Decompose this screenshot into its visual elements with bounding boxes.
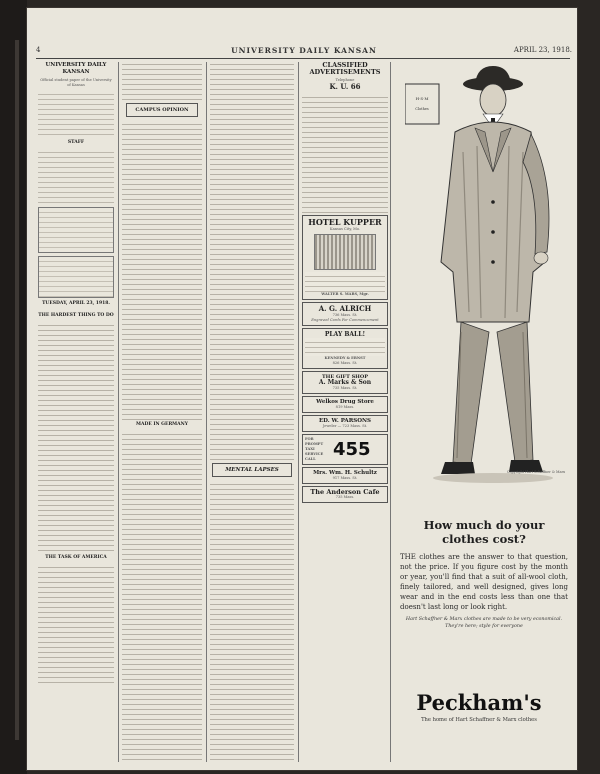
clothing-ad-illustration <box>405 62 567 510</box>
parsons-name: ED. W. PARSONS <box>318 418 372 424</box>
binding-gutter <box>0 0 27 774</box>
man-in-coat-drawing <box>405 62 567 510</box>
column-1 <box>38 60 114 760</box>
welkos-name: Welkos Drug Store <box>316 399 374 405</box>
campus-opinion-box <box>126 103 198 117</box>
ad-headline: How much do your clothes cost? <box>423 518 545 546</box>
schultz-ad <box>302 467 388 484</box>
page-number: 4 <box>36 46 41 54</box>
page-header <box>36 46 572 58</box>
anderson-ad <box>302 486 388 503</box>
article-text <box>122 60 202 100</box>
schultz-addr: 917 Mass. St. <box>332 476 358 480</box>
info-box <box>38 207 114 253</box>
gift-shop-title: THE GIFT SHOP <box>321 374 369 380</box>
column-rule <box>390 62 391 762</box>
editorial-2-title: THE TASK OF AMERICA <box>45 555 107 560</box>
staff-listing <box>38 90 114 138</box>
mental-lapses-title: MENTAL LAPSES <box>225 467 279 473</box>
play-ball-title: PLAY BALL! <box>324 331 366 338</box>
alrich-ad <box>302 302 388 326</box>
peckhams-signature <box>390 690 568 752</box>
welkos-addr: 819 Mass. <box>335 405 355 409</box>
creed-box <box>38 256 114 298</box>
hotel-building-image <box>314 234 376 270</box>
parsons-ad <box>302 415 388 432</box>
taxi-number: 455 <box>333 438 371 460</box>
hotel-copy <box>305 272 385 292</box>
alrich-name: A. G. ALRICH <box>318 304 372 313</box>
kennedy-addr: 826 Mass. St. <box>332 361 358 365</box>
play-ball-copy <box>305 338 385 356</box>
issue-date: APRIL 23, 1918. <box>513 46 572 54</box>
campus-opinion-title: CAMPUS OPINION <box>135 107 189 113</box>
phone-label: Telephone <box>335 78 355 82</box>
made-in-germany-body <box>122 430 202 760</box>
gift-shop-ad <box>302 371 388 394</box>
column-2 <box>122 60 202 760</box>
made-in-germany-title: MADE IN GERMANY <box>136 422 188 427</box>
article-text-3 <box>210 380 294 460</box>
editorial-1-body <box>38 321 114 553</box>
alrich-addr: 736 Mass. St. <box>332 313 358 317</box>
ad-tagline-2: They're here; style for everyone <box>445 624 523 629</box>
classified-title: CLASSIFIED ADVERTISEMENTS <box>309 61 381 76</box>
gift-shop-name: A. Marks & Son <box>318 379 372 386</box>
anderson-name: The Anderson Cafe <box>310 488 380 496</box>
schultz-name: Mrs. Wm. H. Schultz <box>313 470 377 476</box>
article-text <box>210 60 294 150</box>
staff-list-2 <box>38 148 114 204</box>
header-rule <box>36 58 570 59</box>
column-rule <box>118 62 119 762</box>
hotel-kupper-ad <box>302 215 388 300</box>
hotel-city: Kansas City, Mo. <box>329 227 361 231</box>
ad-body: THE clothes are the answer to that question, not the price. If you figure cost by the month or year, you'll find that a suit of all-wool cloth, finely tailored, and well designed, gives long wear and in the end costs less than one that doesn't last long or look right. <box>400 553 568 611</box>
parsons-addr: Jeweler — 723 Mass. St. <box>322 424 368 428</box>
gift-shop-addr: 735 Mass. St. <box>332 386 358 390</box>
phone-number: K. U. 66 <box>329 82 361 91</box>
taxi-ad <box>302 434 388 465</box>
date-line: TUESDAY, APRIL 23, 1918. <box>42 301 110 306</box>
ad-tagline-1: Hart Schaffner & Marx clothes are made to be very economical. <box>405 617 563 622</box>
kennedy-name: KENNEDY & ERNST <box>324 356 366 360</box>
column-4 <box>302 60 388 760</box>
svg-text:Clothes: Clothes <box>415 107 429 111</box>
mental-lapses-box <box>212 463 292 477</box>
masthead-sub: Official student paper of the University of Kansas <box>40 78 112 87</box>
hotel-manager: WALTER S. MARS, Mgr. <box>321 292 369 296</box>
hotel-name: HOTEL KUPPER <box>308 217 382 227</box>
masthead: UNIVERSITY DAILY KANSAN <box>45 62 107 75</box>
anderson-addr: 735 Mass. <box>335 495 355 499</box>
column-3 <box>210 60 294 760</box>
opinion-text <box>122 120 202 420</box>
article-text-2 <box>210 150 294 380</box>
play-ball-ad <box>302 328 388 369</box>
mental-lapses-body <box>210 480 294 760</box>
taxi-label: FOR PROMPT TAXI SERVICE CALL <box>305 437 324 461</box>
staff-heading: STAFF <box>67 140 85 145</box>
alrich-tag: Engraved Cards For Commencement <box>311 318 379 322</box>
newspaper-title: UNIVERSITY DAILY KANSAN <box>231 46 377 55</box>
store-name: Peckham's <box>416 690 542 715</box>
column-rule <box>206 62 207 762</box>
clothing-ad-text <box>400 518 568 630</box>
svg-text:H·S·M: H·S·M <box>415 96 429 101</box>
classified-listings <box>302 93 388 213</box>
ad-copyright: Copyright Hart Schaffner & Marx <box>506 470 565 474</box>
welkos-ad <box>302 396 388 413</box>
store-sub: The home of Hart Schaffner & Marx clothes <box>421 717 537 723</box>
editorial-1-title: THE HARDEST THING TO DO <box>38 313 114 318</box>
editorial-2-body <box>38 563 114 683</box>
column-rule <box>298 62 299 762</box>
